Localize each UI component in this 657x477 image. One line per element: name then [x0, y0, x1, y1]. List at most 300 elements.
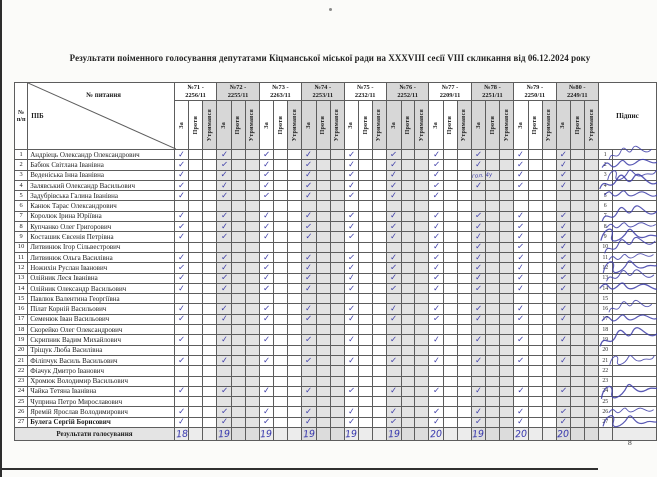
vote-checkmark: ✓ — [517, 252, 525, 263]
vote-cell — [373, 304, 387, 314]
vote-cell — [359, 180, 373, 190]
vote-cell — [174, 314, 189, 324]
vote-cell — [528, 283, 542, 293]
vote-cell — [429, 273, 444, 283]
vote-cell — [500, 314, 514, 324]
handwritten-total: 20 — [514, 428, 528, 440]
vote-cell — [457, 150, 471, 160]
vote-cell — [486, 283, 500, 293]
vote-checkmark: ✓ — [432, 242, 441, 253]
vote-cell — [373, 376, 387, 386]
vote-checkmark: ✓ — [559, 272, 568, 284]
vote-cell — [231, 211, 245, 221]
handwritten-total: 19 — [217, 428, 231, 440]
signature-cell — [612, 242, 656, 252]
vote-cell — [344, 314, 359, 324]
vote-cell — [316, 294, 330, 304]
vote-cell — [217, 160, 232, 170]
vote-cell — [386, 345, 401, 355]
vote-cell — [288, 252, 302, 262]
vote-cell — [373, 366, 387, 376]
vote-checkmark: ✓ — [347, 334, 356, 346]
vote-cell — [189, 252, 203, 262]
vote-cell — [386, 366, 401, 376]
vote-checkmark: ✓ — [347, 190, 356, 202]
vote-checkmark: ✓ — [305, 273, 313, 284]
vote-option-header: За — [514, 101, 529, 150]
vote-cell — [316, 160, 330, 170]
vote-option-header: Проти — [359, 101, 373, 150]
vote-cell — [302, 325, 317, 335]
vote-cell — [245, 355, 259, 365]
deputy-number: 3 — [15, 170, 28, 180]
vote-cell — [471, 314, 486, 324]
vote-checkmark: ✓ — [474, 314, 483, 325]
vote-checkmark: ✓ — [177, 417, 186, 428]
vote-cell — [203, 283, 217, 293]
vote-cell — [457, 180, 471, 190]
handwritten-total: 20 — [429, 428, 443, 440]
deputy-number: 26 — [15, 407, 28, 417]
vote-cell — [203, 273, 217, 283]
vote-cell — [386, 150, 401, 160]
vote-cell — [203, 252, 217, 262]
vote-checkmark: ✓ — [177, 190, 186, 202]
vote-cell — [500, 170, 514, 180]
deputy-number: 24 — [15, 386, 28, 396]
vote-cell — [189, 355, 203, 365]
vote-cell — [203, 407, 217, 417]
table-row — [15, 407, 657, 417]
vote-cell — [571, 191, 585, 201]
vote-cell — [217, 242, 232, 252]
deputy-name: Залявський Олександр Васильович — [28, 180, 175, 190]
vote-cell — [302, 273, 317, 283]
vote-cell — [259, 335, 274, 345]
vote-checkmark: ✓ — [177, 169, 186, 181]
vote-cell — [585, 263, 599, 273]
vote-cell — [500, 211, 514, 221]
deputy-name: Чуприна Петро Мирославович — [28, 397, 175, 407]
vote-cell — [203, 325, 217, 335]
vote-cell — [189, 304, 203, 314]
vote-checkmark: ✓ — [262, 314, 271, 325]
vote-cell — [174, 170, 189, 180]
vote-cell — [585, 304, 599, 314]
vote-cell — [274, 304, 288, 314]
results-cell — [415, 428, 429, 441]
vote-cell — [486, 160, 500, 170]
vote-cell — [344, 201, 359, 211]
vote-cell — [528, 170, 542, 180]
vote-cell — [443, 294, 457, 304]
vote-cell — [217, 252, 232, 262]
signature-row-number: 24 — [598, 386, 612, 396]
vote-cell — [259, 211, 274, 221]
vote-cell — [528, 294, 542, 304]
vote-cell — [542, 273, 556, 283]
vote-cell — [457, 170, 471, 180]
vote-cell — [443, 180, 457, 190]
vote-cell — [259, 252, 274, 262]
vote-cell — [386, 386, 401, 396]
vote-cell — [386, 407, 401, 417]
vote-cell — [471, 386, 486, 396]
vote-cell — [203, 232, 217, 242]
vote-cell — [500, 252, 514, 262]
vote-cell — [443, 355, 457, 365]
vote-checkmark: ✓ — [305, 211, 313, 222]
vote-cell — [330, 263, 344, 273]
vote-checkmark: ✓ — [389, 221, 398, 232]
vote-checkmark: ✓ — [262, 283, 271, 294]
deputy-number: 13 — [15, 273, 28, 283]
vote-cell — [259, 273, 274, 283]
vote-cell — [386, 335, 401, 345]
vote-cell — [401, 222, 415, 232]
vote-cell — [528, 417, 542, 427]
vote-cell — [571, 232, 585, 242]
handwritten-total: 19 — [344, 428, 358, 440]
vote-cell — [245, 304, 259, 314]
vote-cell — [189, 376, 203, 386]
vote-cell — [174, 366, 189, 376]
vote-checkmark: ✓ — [305, 303, 313, 315]
vote-cell — [514, 345, 529, 355]
vote-cell — [274, 376, 288, 386]
vote-checkmark: ✓ — [389, 303, 398, 315]
vote-cell — [486, 263, 500, 273]
vote-checkmark: ✓ — [432, 417, 440, 428]
vote-checkmark: ✓ — [432, 272, 441, 284]
signature-row-number: 25 — [598, 397, 612, 407]
vote-cell — [288, 242, 302, 252]
deputy-name: Булега Сергій Борисович — [28, 417, 175, 427]
vote-cell — [302, 232, 317, 242]
vote-cell — [486, 417, 500, 427]
vote-cell — [528, 201, 542, 211]
results-cell — [203, 428, 217, 441]
vote-cell — [556, 417, 571, 427]
vote-option-header: Утримався — [415, 101, 429, 150]
vote-cell — [486, 150, 500, 160]
signature-row-number: 17 — [598, 314, 612, 324]
vote-checkmark: ✓ — [559, 159, 568, 171]
signature-row-number: 4 — [598, 180, 612, 190]
vote-cell — [514, 335, 529, 345]
signature-cell — [612, 314, 656, 324]
question-header-71: №71 - 2256/11 — [174, 83, 216, 101]
signature-row-number: 19 — [598, 335, 612, 345]
vote-cell — [585, 160, 599, 170]
vote-cell — [585, 294, 599, 304]
vote-cell — [344, 242, 359, 252]
vote-cell — [514, 407, 529, 417]
vote-cell — [429, 376, 444, 386]
vote-cell — [316, 201, 330, 211]
vote-cell — [500, 325, 514, 335]
vote-cell — [500, 180, 514, 190]
vote-cell — [571, 294, 585, 304]
vote-cell — [302, 417, 317, 427]
vote-checkmark: ✓ — [177, 221, 186, 232]
vote-cell — [330, 294, 344, 304]
vote-cell — [330, 335, 344, 345]
vote-cell — [585, 345, 599, 355]
vote-cell — [386, 314, 401, 324]
vote-cell — [359, 170, 373, 180]
vote-cell — [259, 170, 274, 180]
vote-cell — [571, 376, 585, 386]
vote-cell — [359, 397, 373, 407]
vote-cell — [471, 222, 486, 232]
vote-cell — [415, 232, 429, 242]
vote-option-header: За — [344, 101, 359, 150]
vote-checkmark: ✓ — [262, 334, 271, 345]
vote-cell — [217, 376, 232, 386]
vote-cell — [302, 345, 317, 355]
vote-cell — [571, 314, 585, 324]
signature-row-number: 8 — [598, 222, 612, 232]
vote-cell — [585, 201, 599, 211]
vote-cell — [344, 335, 359, 345]
vote-cell — [571, 304, 585, 314]
vote-checkmark: ✓ — [220, 231, 228, 243]
vote-cell — [386, 232, 401, 242]
signature-cell — [612, 191, 656, 201]
vote-cell — [344, 386, 359, 396]
vote-checkmark: ✓ — [516, 355, 525, 366]
vote-option-header: Проти — [274, 101, 288, 150]
vote-checkmark: ✓ — [389, 386, 398, 397]
vote-checkmark: ✓ — [432, 149, 440, 160]
vote-cell — [486, 211, 500, 221]
vote-cell — [514, 355, 529, 365]
vote-checkmark: ✓ — [177, 180, 186, 191]
vote-cell — [528, 314, 542, 324]
handwritten-annotation: гол. 4у — [471, 171, 493, 180]
vote-option-header: За — [556, 101, 571, 150]
vote-cell — [585, 211, 599, 221]
vote-checkmark: ✓ — [220, 272, 229, 284]
vote-cell — [528, 407, 542, 417]
vote-checkmark: ✓ — [220, 159, 229, 171]
vote-cell — [344, 304, 359, 314]
vote-cell — [344, 294, 359, 304]
vote-checkmark: ✓ — [517, 407, 525, 418]
vote-cell — [189, 294, 203, 304]
vote-cell — [288, 407, 302, 417]
vote-cell — [500, 417, 514, 427]
vote-cell — [429, 211, 444, 221]
vote-cell — [288, 191, 302, 201]
vote-cell — [302, 304, 317, 314]
vote-cell — [203, 314, 217, 324]
deputy-number: 18 — [15, 325, 28, 335]
vote-cell — [542, 386, 556, 396]
vote-cell — [486, 314, 500, 324]
vote-cell — [373, 386, 387, 396]
table-row — [15, 386, 657, 396]
vote-checkmark: ✓ — [559, 170, 567, 181]
vote-cell — [585, 355, 599, 365]
vote-cell — [457, 294, 471, 304]
vote-cell — [386, 325, 401, 335]
vote-cell — [217, 335, 232, 345]
vote-cell — [174, 345, 189, 355]
vote-cell — [217, 314, 232, 324]
vote-checkmark: ✓ — [432, 406, 441, 418]
vote-checkmark: ✓ — [432, 334, 441, 346]
vote-cell — [401, 397, 415, 407]
vote-option-header: Утримався — [245, 101, 259, 150]
vote-cell — [585, 335, 599, 345]
vote-cell — [373, 273, 387, 283]
vote-cell — [556, 150, 571, 160]
vote-cell — [217, 325, 232, 335]
vote-checkmark: ✓ — [559, 334, 568, 346]
vote-checkmark: ✓ — [305, 406, 313, 418]
vote-checkmark: ✓ — [178, 407, 186, 418]
vote-cell — [316, 417, 330, 427]
vote-cell — [174, 160, 189, 170]
vote-cell — [542, 304, 556, 314]
vote-checkmark: ✓ — [516, 221, 525, 233]
deputy-number: 1 — [15, 150, 28, 160]
vote-cell — [302, 283, 317, 293]
vote-cell — [189, 191, 203, 201]
vote-cell — [401, 407, 415, 417]
vote-cell — [401, 273, 415, 283]
vote-cell — [231, 376, 245, 386]
vote-cell — [330, 150, 344, 160]
vote-cell — [585, 325, 599, 335]
question-header-77: №77 - 2209/11 — [429, 83, 471, 101]
vote-cell — [556, 160, 571, 170]
vote-checkmark: ✓ — [516, 149, 525, 160]
signature-row-number: 2 — [598, 160, 612, 170]
vote-cell — [571, 283, 585, 293]
results-cell — [359, 428, 373, 441]
vote-checkmark: ✓ — [177, 314, 186, 325]
vote-cell — [231, 201, 245, 211]
vote-cell — [274, 407, 288, 417]
vote-cell — [359, 273, 373, 283]
vote-cell — [500, 407, 514, 417]
vote-cell — [302, 170, 317, 180]
vote-cell — [443, 376, 457, 386]
vote-cell — [302, 366, 317, 376]
vote-cell — [316, 345, 330, 355]
vote-checkmark: ✓ — [389, 417, 398, 428]
signature-row-number: 7 — [598, 211, 612, 221]
results-cell — [528, 428, 542, 441]
vote-cell — [359, 355, 373, 365]
vote-cell — [571, 160, 585, 170]
vote-cell — [373, 170, 387, 180]
handwritten-total: 19 — [260, 428, 273, 440]
vote-cell — [245, 376, 259, 386]
vote-cell — [514, 211, 529, 221]
vote-cell — [556, 407, 571, 417]
vote-cell — [571, 222, 585, 232]
vote-checkmark: ✓ — [474, 252, 483, 263]
vote-cell — [429, 263, 444, 273]
signature-cell — [612, 345, 656, 355]
vote-cell — [217, 170, 232, 180]
table-row — [15, 170, 657, 180]
vote-checkmark: ✓ — [177, 334, 186, 346]
vote-checkmark: ✓ — [262, 211, 271, 222]
vote-cell — [288, 263, 302, 273]
vote-cell — [556, 355, 571, 365]
vote-option-header: Утримався — [330, 101, 344, 150]
vote-cell — [288, 232, 302, 242]
vote-cell — [486, 273, 500, 283]
vote-cell — [528, 160, 542, 170]
vote-cell — [316, 355, 330, 365]
vote-cell — [443, 366, 457, 376]
vote-cell — [231, 283, 245, 293]
vote-cell — [217, 191, 232, 201]
vote-cell — [542, 294, 556, 304]
vote-cell — [429, 407, 444, 417]
vote-cell — [401, 180, 415, 190]
vote-checkmark: ✓ — [559, 211, 568, 222]
vote-cell — [245, 170, 259, 180]
vote-cell — [528, 355, 542, 365]
vote-cell — [359, 150, 373, 160]
vote-cell — [457, 314, 471, 324]
vote-cell — [457, 242, 471, 252]
vote-cell — [486, 325, 500, 335]
vote-cell — [386, 180, 401, 190]
vote-checkmark: ✓ — [262, 262, 271, 274]
vote-option-header: Проти — [189, 101, 203, 150]
vote-cell — [486, 180, 500, 190]
vote-option-header: За — [429, 101, 444, 150]
vote-cell — [217, 386, 232, 396]
deputy-number: 4 — [15, 180, 28, 190]
vote-cell — [259, 232, 274, 242]
vote-cell — [344, 263, 359, 273]
vote-cell — [330, 304, 344, 314]
vote-cell — [174, 180, 189, 190]
vote-cell — [514, 191, 529, 201]
signature-row-number: 26 — [598, 407, 612, 417]
results-cell — [302, 428, 317, 441]
vote-cell — [386, 211, 401, 221]
vote-cell — [415, 160, 429, 170]
vote-cell — [344, 407, 359, 417]
vote-cell — [571, 252, 585, 262]
vote-cell — [359, 191, 373, 201]
vote-cell — [203, 335, 217, 345]
vote-cell — [542, 263, 556, 273]
vote-cell — [231, 345, 245, 355]
vote-cell — [174, 201, 189, 211]
vote-cell — [174, 273, 189, 283]
vote-cell — [359, 376, 373, 386]
vote-cell — [585, 150, 599, 160]
vote-cell — [571, 201, 585, 211]
vote-cell — [316, 314, 330, 324]
vote-cell — [288, 325, 302, 335]
vote-cell — [401, 160, 415, 170]
vote-cell — [344, 160, 359, 170]
vote-cell — [528, 366, 542, 376]
vote-checkmark: ✓ — [517, 159, 525, 171]
